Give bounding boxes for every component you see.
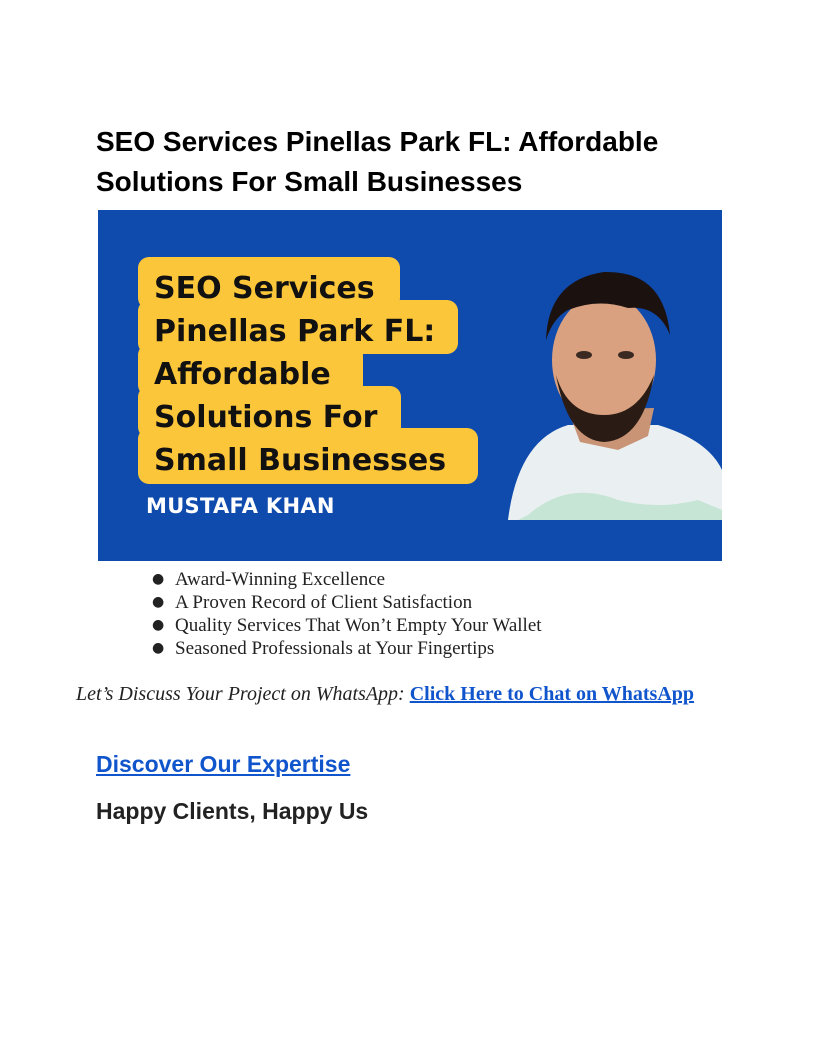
list-item: ● A Proven Record of Client Satisfaction xyxy=(152,591,542,614)
list-item: ● Award-Winning Excellence xyxy=(152,568,542,591)
banner-author: MUSTAFA KHAN xyxy=(146,494,335,518)
banner-line: Small Businesses xyxy=(154,443,447,478)
banner-headline xyxy=(154,267,446,482)
page-title-line-2: Solutions For Small Businesses xyxy=(96,166,523,197)
whatsapp-cta xyxy=(76,683,716,706)
whatsapp-prefix: Let’s Discuss Your Project on WhatsApp: xyxy=(76,683,405,705)
banner-line: Affordable xyxy=(154,357,331,392)
page-title xyxy=(96,122,736,202)
list-item: ● Seasoned Professionals at Your Fingertips xyxy=(152,637,542,660)
banner-line: Solutions For xyxy=(154,400,378,435)
list-item: ● Quality Services That Won’t Empty Your Wallet xyxy=(152,614,542,637)
banner-line: SEO Services xyxy=(154,271,375,306)
discover-expertise-link[interactable]: Discover Our Expertise xyxy=(96,751,351,777)
banner-line: Pinellas Park FL: xyxy=(154,314,436,349)
whatsapp-chat-link[interactable]: Click Here to Chat on WhatsApp xyxy=(409,683,695,705)
feature-list xyxy=(152,568,542,660)
section-heading-happy-clients: Happy Clients, Happy Us xyxy=(96,798,369,824)
page-title-line-1: SEO Services Pinellas Park FL: Affordable xyxy=(96,126,659,157)
